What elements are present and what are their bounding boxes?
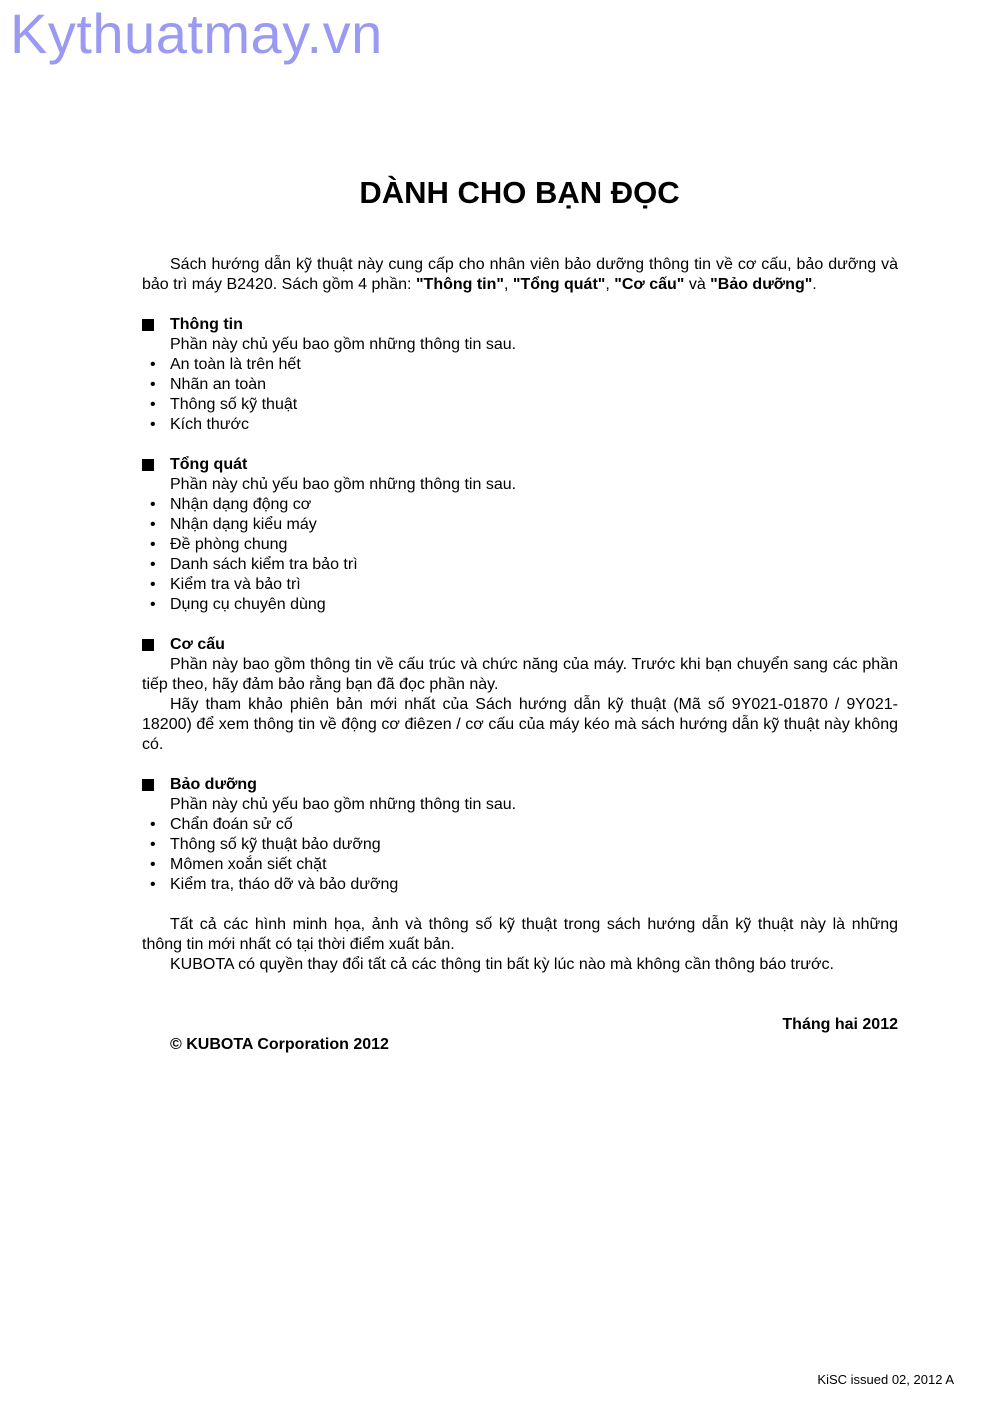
- list-item-text: Danh sách kiểm tra bảo trì: [170, 556, 358, 573]
- closing-paragraph: Tất cả các hình minh họa, ảnh và thông số kỹ thuật trong sách hướng dẫn kỹ thuật này là những thông tin mới nhất có tại thời điểm xuất bản.: [142, 916, 898, 953]
- list-item: [142, 835, 898, 855]
- intro-text: Sách hướng dẫn kỹ thuật này cung cấp cho nhân viên bảo dưỡng thông tin về cơ cấu, bảo dưỡng và bảo trì máy B2420. Sách gồm 4 phần:: [142, 256, 898, 293]
- square-bullet-icon: [142, 639, 154, 651]
- section-intro: Phần này chủ yếu bao gồm những thông tin sau.: [170, 336, 517, 353]
- section-heading-co-cau: [142, 635, 898, 655]
- list-item-text: Chẩn đoán sử cố: [170, 816, 293, 833]
- closing-paragraph: KUBOTA có quyền thay đổi tất cả các thông tin bất kỳ lúc nào mà không cần thông báo trước.: [170, 956, 834, 973]
- bullet-icon: •: [150, 596, 156, 613]
- list-item-text: Đề phòng chung: [170, 536, 288, 553]
- separator: ,: [503, 276, 513, 293]
- bullet-icon: •: [150, 556, 156, 573]
- watermark-logo: Kythuatmay.vn: [10, 2, 383, 65]
- bullet-icon: •: [150, 816, 156, 833]
- part-name-tong-quat: "Tổng quát": [512, 276, 606, 293]
- bullet-icon: •: [150, 536, 156, 553]
- bullet-icon: •: [150, 416, 156, 433]
- bullet-icon: •: [150, 396, 156, 413]
- section-heading-text: Bảo dưỡng: [170, 776, 257, 793]
- separator: .: [812, 276, 817, 293]
- list-item: [142, 855, 898, 875]
- part-name-co-cau: "Cơ cấu": [614, 276, 685, 293]
- square-bullet-icon: [142, 779, 154, 791]
- section-heading-text: Thông tin: [170, 316, 243, 333]
- list-item: [142, 495, 898, 515]
- list-item-text: Thông số kỹ thuật: [170, 396, 298, 413]
- list-item: [142, 395, 898, 415]
- list-item: [142, 535, 898, 555]
- footer-issue-code: KiSC issued 02, 2012 A: [817, 1372, 954, 1387]
- bullet-icon: •: [150, 496, 156, 513]
- section-paragraph: Phần này bao gồm thông tin về cấu trúc và chức năng của máy. Trước khi bạn chuyển sang các phần tiếp theo, hãy đảm bảo rằng bạn đã đọc phần này.: [142, 656, 898, 693]
- part-name-bao-duong: "Bảo dưỡng": [710, 276, 813, 293]
- part-name-thong-tin: "Thông tin": [415, 276, 504, 293]
- section-intro: Phần này chủ yếu bao gồm những thông tin sau.: [170, 796, 517, 813]
- list-item-text: Nhận dạng kiểu máy: [170, 516, 317, 533]
- intro-paragraph: [142, 255, 898, 295]
- document-body: [142, 255, 898, 1055]
- list-item: [142, 515, 898, 535]
- square-bullet-icon: [142, 319, 154, 331]
- section-heading-thong-tin: [142, 315, 898, 335]
- list-item: [142, 875, 898, 895]
- list-item-text: Mômen xoắn siết chặt: [170, 856, 327, 873]
- bullet-icon: •: [150, 356, 156, 373]
- bullet-icon: •: [150, 576, 156, 593]
- section-heading-text: Tổng quát: [170, 456, 248, 473]
- square-bullet-icon: [142, 459, 154, 471]
- publication-date: Tháng hai 2012: [782, 1016, 898, 1033]
- bullet-icon: •: [150, 376, 156, 393]
- section-paragraph: Hãy tham khảo phiên bản mới nhất của Sách hướng dẫn kỹ thuật (Mã số 9Y021-01870 / 9Y021-18200) để xem thông tin về động cơ điêzen / cơ cấu của máy kéo mà sách hướng dẫn kỹ thuật này không có.: [142, 696, 898, 753]
- separator: ,: [605, 276, 615, 293]
- list-item: [142, 815, 898, 835]
- list-item-text: Nhận dạng động cơ: [170, 496, 312, 513]
- list-item-text: Kiểm tra và bảo trì: [170, 576, 301, 593]
- list-item-text: Kiểm tra, tháo dỡ và bảo dưỡng: [170, 876, 399, 893]
- bullet-icon: •: [150, 856, 156, 873]
- list-item-text: Nhãn an toàn: [170, 376, 267, 393]
- bullet-icon: •: [150, 836, 156, 853]
- section-heading-text: Cơ cấu: [170, 636, 225, 653]
- list-item-text: An toàn là trên hết: [170, 356, 301, 373]
- page-title: DÀNH CHO BẠN ĐỌC: [359, 175, 680, 210]
- section-intro: Phần này chủ yếu bao gồm những thông tin sau.: [170, 476, 517, 493]
- separator: và: [684, 276, 711, 293]
- list-item: [142, 575, 898, 595]
- list-item: [142, 595, 898, 615]
- list-item-text: Dụng cụ chuyên dùng: [170, 596, 326, 613]
- section-heading-tong-quat: [142, 455, 898, 475]
- bullet-icon: •: [150, 876, 156, 893]
- list-item: [142, 555, 898, 575]
- section-heading-bao-duong: [142, 775, 898, 795]
- bullet-icon: •: [150, 516, 156, 533]
- list-item: [142, 355, 898, 375]
- copyright-notice: © KUBOTA Corporation 2012: [170, 1036, 389, 1053]
- list-item: [142, 375, 898, 395]
- list-item-text: Kích thước: [170, 416, 250, 433]
- list-item-text: Thông số kỹ thuật bảo dưỡng: [170, 836, 381, 853]
- list-item: [142, 415, 898, 435]
